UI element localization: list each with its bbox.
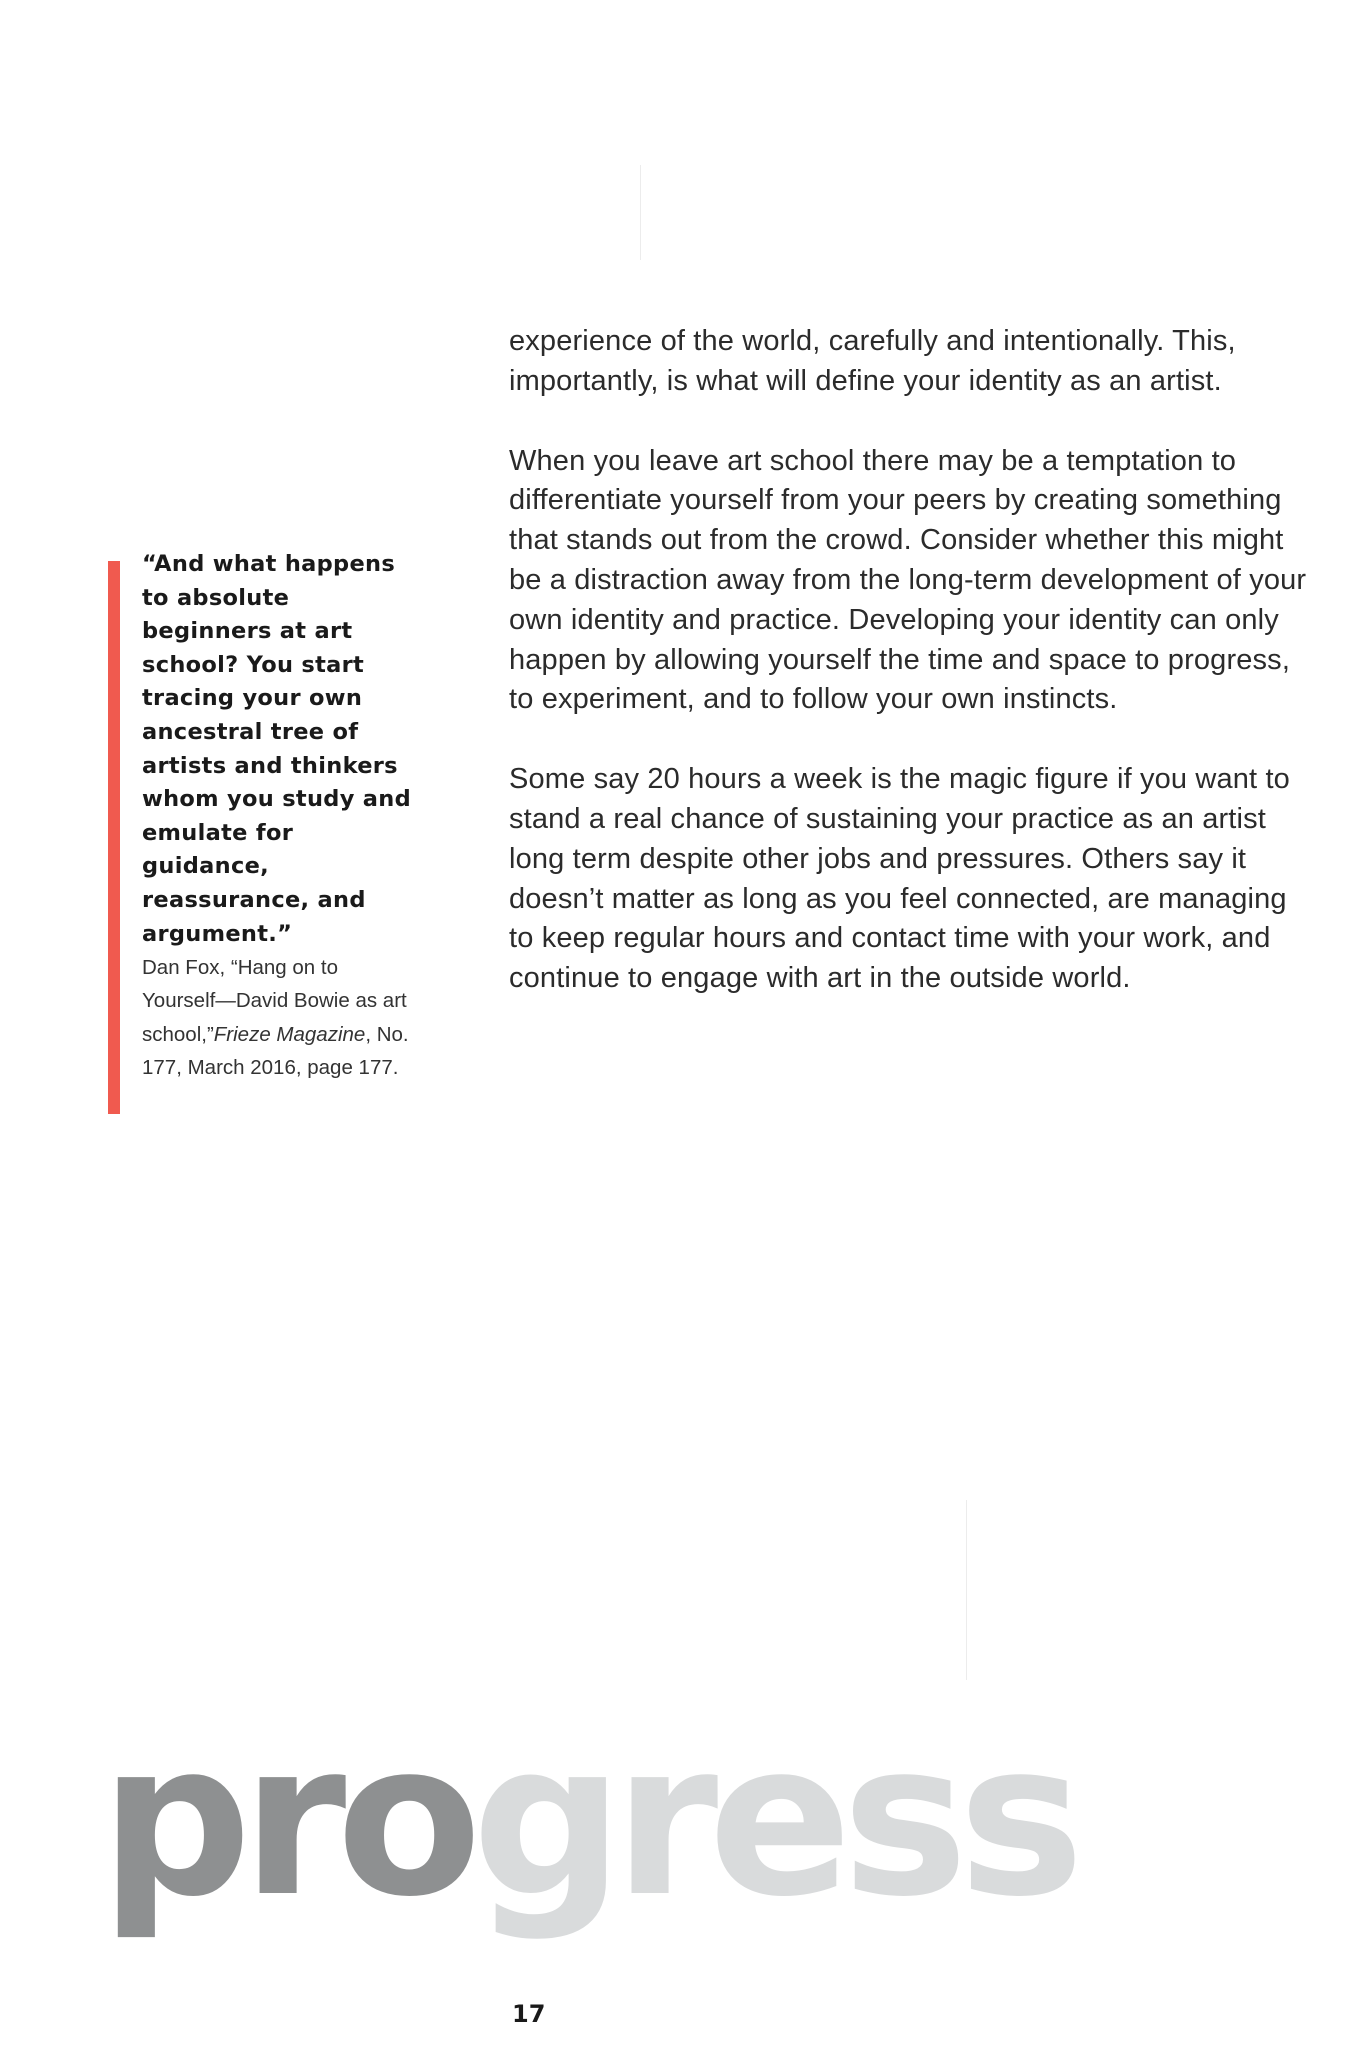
pull-quote: [142, 548, 412, 1084]
citation-publication: Frieze Magazine: [213, 1022, 366, 1046]
body-paragraph: Some say 20 hours a week is the magic figure if you want to stand a real chance of sustaining your practice as an artist long term despite other jobs and pressures. Others say it doesn’t matter as long as you feel connected, are managing to keep regular hours and contact time with your work, and continue to engage with art in the outside world.: [509, 763, 1290, 995]
page-number: 17: [512, 2000, 546, 2028]
quote-accent-bar: [108, 561, 120, 1114]
citation-details: , No. 177, March 2016, page 177.: [142, 1022, 409, 1079]
heading-dark-part: pro: [100, 1696, 472, 1943]
pull-quote-citation: [142, 951, 412, 1084]
body-paragraph: When you leave art school there may be a temptation to differentiate yourself from your peers by creating something that stands out from the crowd. Consider whether this might be a distraction away from the long-term development of your own identity and practice. Developing your identity can only happen by allowing yourself the time and space to progress, to experiment, and to follow your own instincts.: [509, 444, 1307, 716]
scan-artifact-line: [640, 165, 641, 260]
pull-quote-text: “And what happens to absolute beginners at art school? You start tracing your own ancestral tree of artists and thinkers whom you study and emulate for guidance, reassurance, and argument.”: [142, 551, 411, 947]
body-text: [509, 322, 1309, 1039]
body-paragraph: experience of the world, carefully and intentionally. This, importantly, is what will define your identity as an artist.: [509, 325, 1236, 397]
heading-light-part: gress: [471, 1696, 1075, 1943]
scan-artifact-line: [966, 1500, 967, 1680]
citation-text: Dan Fox, “Hang on to Yourself—David Bowie as art school,”: [142, 956, 407, 1046]
section-heading-word: [100, 1696, 1075, 1943]
